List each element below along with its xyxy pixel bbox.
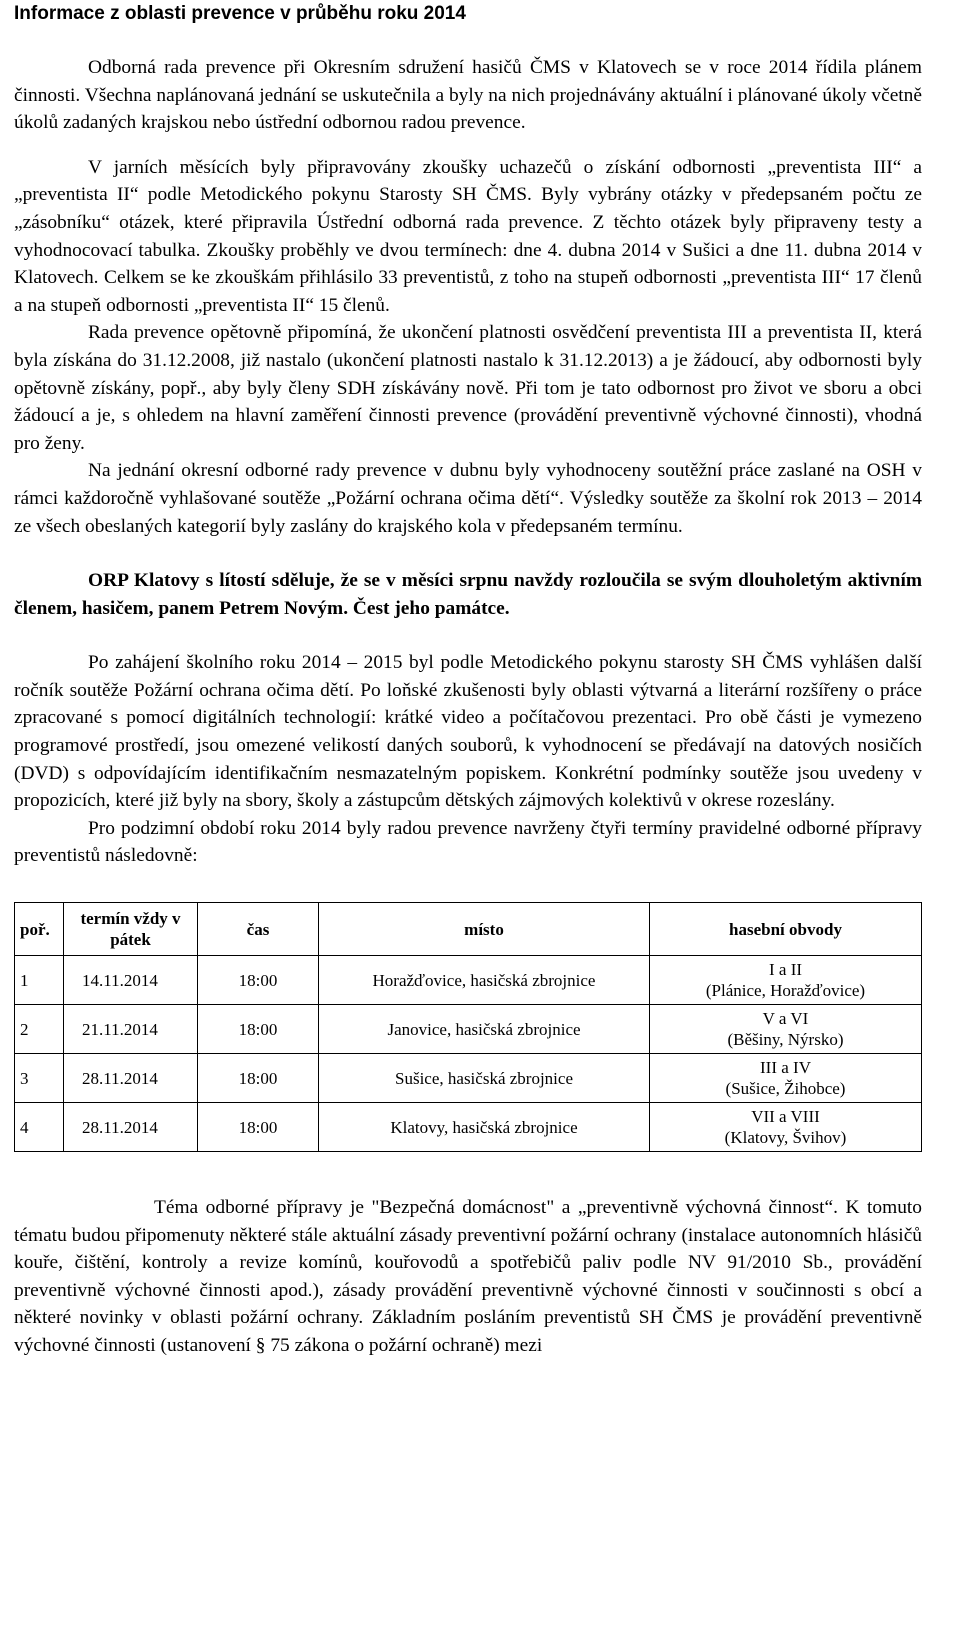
cell-por: 3 xyxy=(15,1054,64,1103)
obvody-districts: III a IV xyxy=(760,1058,811,1078)
cell-termin: 28.11.2014 xyxy=(64,1054,198,1103)
cell-por: 1 xyxy=(15,956,64,1005)
cell-obvody xyxy=(650,1103,922,1152)
cell-cas: 18:00 xyxy=(198,1054,319,1103)
obvody-districts: V a VI xyxy=(762,1009,809,1029)
cell-misto: Sušice, hasičská zbrojnice xyxy=(319,1054,650,1103)
header-termin: termín vždy v pátek xyxy=(64,903,198,956)
table-row xyxy=(15,1054,922,1103)
obvody-places: (Sušice, Žihobce) xyxy=(725,1079,846,1099)
paragraph-school-year: Po zahájení školního roku 2014 – 2015 byl podle Metodického pokynu starosty SH ČMS vyhlášen další ročník soutěže Požární ochrana očima dětí. Po loňské zkušenosti byly oblasti výtvarná a literární rozšířeny o práce zpracované s pomocí digitálních technologií: krátké video a počítačovou prezentaci. Pro obě části je vymezeno programové prostředí, jsou omezené velikostí daných souborů, k vyhodnocení se předávají na datových nosičích (DVD) s odpovídajícím identifikačním nesmazatelným popiskem. Konkrétní podmínky soutěže jsou uvedeny v propozicích, které již byly na sbory, školy a zástupcům dětských zájmových kolektivů v okrese rozeslány. xyxy=(14,652,922,812)
cell-obvody xyxy=(650,956,922,1005)
cell-termin: 21.11.2014 xyxy=(64,1005,198,1054)
table-header-row xyxy=(15,903,922,956)
obvody-districts: I a II xyxy=(768,960,803,980)
cell-cas: 18:00 xyxy=(198,956,319,1005)
table-row xyxy=(15,1103,922,1152)
obvody-places: (Běšiny, Nýrsko) xyxy=(727,1030,844,1050)
obvody-places: (Klatovy, Švihov) xyxy=(724,1128,847,1148)
cell-termin: 28.11.2014 xyxy=(64,1103,198,1152)
document-title: Informace z oblasti prevence v průběhu roku 2014 xyxy=(14,3,466,24)
table-row xyxy=(15,956,922,1005)
cell-por: 2 xyxy=(15,1005,64,1054)
cell-cas: 18:00 xyxy=(198,1005,319,1054)
paragraph-exams: V jarních měsících byly připravovány zkoušky uchazečů o získání odbornosti „preventista III“ a „preventista II“ podle Metodického pokynu Starosty SH ČMS. Byly vybrány otázky v předepsaném počtu ze „zásobníku“ otázek, které připravila Ústřední odborná rada prevence. Z těchto otázek byly připraveny testy a vyhodnocovací tabulka. Zkoušky proběhly ve dvou termínech: dne 4. dubna 2014 v Sušici a dne 11. dubna 2014 v Klatovech. Celkem se ke zkouškám přihlásilo 33 preventistů, z toho na stupeň odbornosti „preventista III“ 17 členů a na stupeň odbornosti „preventista II“ 15 členů. xyxy=(14,156,922,316)
cell-misto: Janovice, hasičská zbrojnice xyxy=(319,1005,650,1054)
cell-obvody xyxy=(650,1054,922,1103)
cell-obvody xyxy=(650,1005,922,1054)
cell-misto: Horažďovice, hasičská zbrojnice xyxy=(319,956,650,1005)
cell-cas: 18:00 xyxy=(198,1103,319,1152)
header-por: poř. xyxy=(15,903,64,956)
training-schedule-table xyxy=(14,902,922,1152)
paragraph-plan: Odborná rada prevence při Okresním sdružení hasičů ČMS v Klatovech se v roce 2014 řídila plánem činnosti. Všechna naplánovaná jednání se uskutečnila a byly na nich projednávány aktuální i plánované úkoly včetně úkolů zadaných krajskou nebo ústřední odbornou radou prevence. xyxy=(14,57,922,134)
obvody-districts: VII a VIII xyxy=(751,1107,820,1127)
header-obvody: hasební obvody xyxy=(650,903,922,956)
paragraph-training-topic: Téma odborné přípravy je "Bezpečná domácnost" a „preventivně výchovná činnost“. K tomuto tématu budou připomenuty některé stále aktuální zásady preventivní požární ochrany (instalace autonomních hlásičů kouře, čištění, kontroly a revize komínů, kouřovodů a spotřebičů paliv podle NV 91/2010 Sb., provádění preventivně výchovné činnosti apod.), zásady provádění preventivně výchovné činnosti v součinnosti s obcí a některé novinky v oblasti požární ochrany. Základním posláním preventistů SH ČMS je provádění preventivně výchovné činnosti (ustanovení § 75 zákona o požární ochraně) mezi xyxy=(14,1197,922,1356)
cell-termin: 14.11.2014 xyxy=(64,956,198,1005)
paragraph-autumn-terms: Pro podzimní období roku 2014 byly radou prevence navrženy čtyři termíny pravidelné odborné přípravy preventistů následovně: xyxy=(14,817,922,867)
document-body xyxy=(14,54,922,870)
obvody-places: (Plánice, Horažďovice) xyxy=(705,981,866,1001)
training-table-wrapper xyxy=(14,902,922,1152)
table-row xyxy=(15,1005,922,1054)
memorial-announcement: ORP Klatovy s lítostí sděluje, že se v měsíci srpnu navždy rozloučila se svým dlouholetým aktivním členem, hasičem, panem Petrem Novým. Čest jeho památce. xyxy=(14,570,922,619)
paragraph-competition: Na jednání okresní odborné rady prevence v dubnu byly vyhodnoceny soutěžní práce zaslané na OSH v rámci každoročně vyhlašované soutěže „Požární ochrana očima dětí“. Výsledky soutěže za školní rok 2013 – 2014 ze všech obeslaných kategorií byly zaslány do krajského kola v předepsaném termínu. xyxy=(14,460,922,537)
cell-misto: Klatovy, hasičská zbrojnice xyxy=(319,1103,650,1152)
header-misto: místo xyxy=(319,903,650,956)
cell-por: 4 xyxy=(15,1103,64,1152)
paragraph-certificates: Rada prevence opětovně připomíná, že ukončení platnosti osvědčení preventista III a preventista II, která byla získána do 31.12.2008, již nastalo (ukončení platnosti nastalo k 31.12.2013) a je žádoucí, aby odbornosti byly opětovně získány, popř., aby byly členy SDH získávány nově. Při tom je tato odbornost pro život ve sboru a obci žádoucí a je, s ohledem na hlavní zaměření činnosti prevence (provádění preventivně výchovné činnosti), vhodná pro ženy. xyxy=(14,322,922,454)
header-cas: čas xyxy=(198,903,319,956)
